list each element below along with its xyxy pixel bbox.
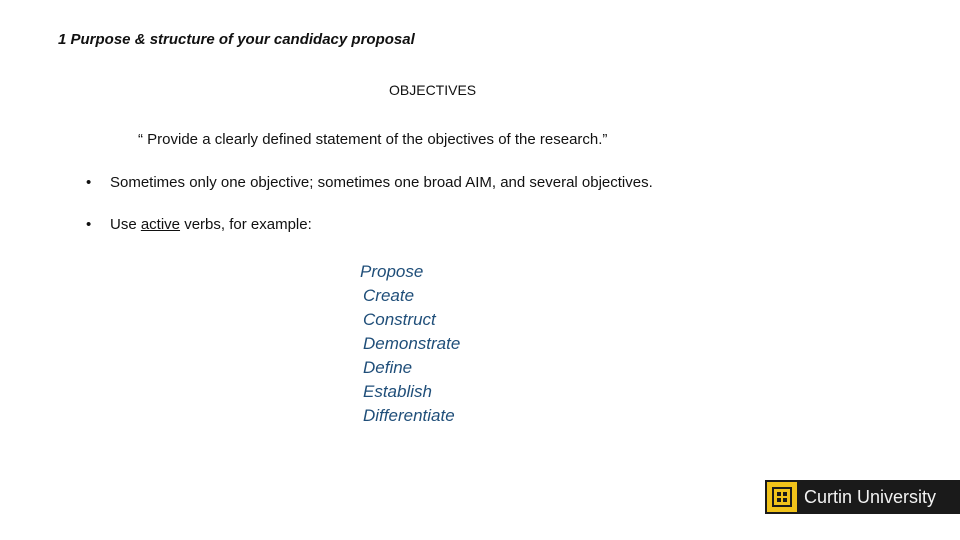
verb-item: Demonstrate bbox=[363, 334, 461, 353]
bullet-text: Sometimes only one objective; sometimes one broad AIM, and several objectives. bbox=[110, 174, 653, 191]
verb-item: Propose bbox=[360, 262, 424, 281]
curtin-university-logo bbox=[765, 480, 960, 514]
bullet-text-emphasis: active bbox=[140, 216, 181, 233]
bullet-text-prefix: Use bbox=[110, 216, 141, 233]
verb-item: Define bbox=[363, 358, 413, 377]
verb-list bbox=[360, 260, 460, 428]
section-heading: OBJECTIVES bbox=[389, 82, 477, 98]
verb-item: Establish bbox=[363, 382, 432, 401]
bullet-marker: • bbox=[86, 216, 92, 233]
bullet-item bbox=[86, 216, 312, 233]
bullet-item bbox=[86, 174, 653, 191]
verb-item: Create bbox=[363, 286, 415, 305]
slide-title: 1 Purpose & structure of your candidacy proposal bbox=[58, 31, 415, 48]
objectives-quote: “ Provide a clearly defined statement of the objectives of the research.” bbox=[138, 131, 608, 148]
bullet-marker: • bbox=[86, 174, 92, 191]
curtin-crest-icon bbox=[767, 482, 797, 512]
logo-text: Curtin University bbox=[804, 486, 937, 507]
bullet-text-suffix: verbs, for example: bbox=[180, 216, 312, 233]
verb-item: Construct bbox=[363, 310, 436, 329]
verb-item: Differentiate bbox=[363, 406, 455, 425]
